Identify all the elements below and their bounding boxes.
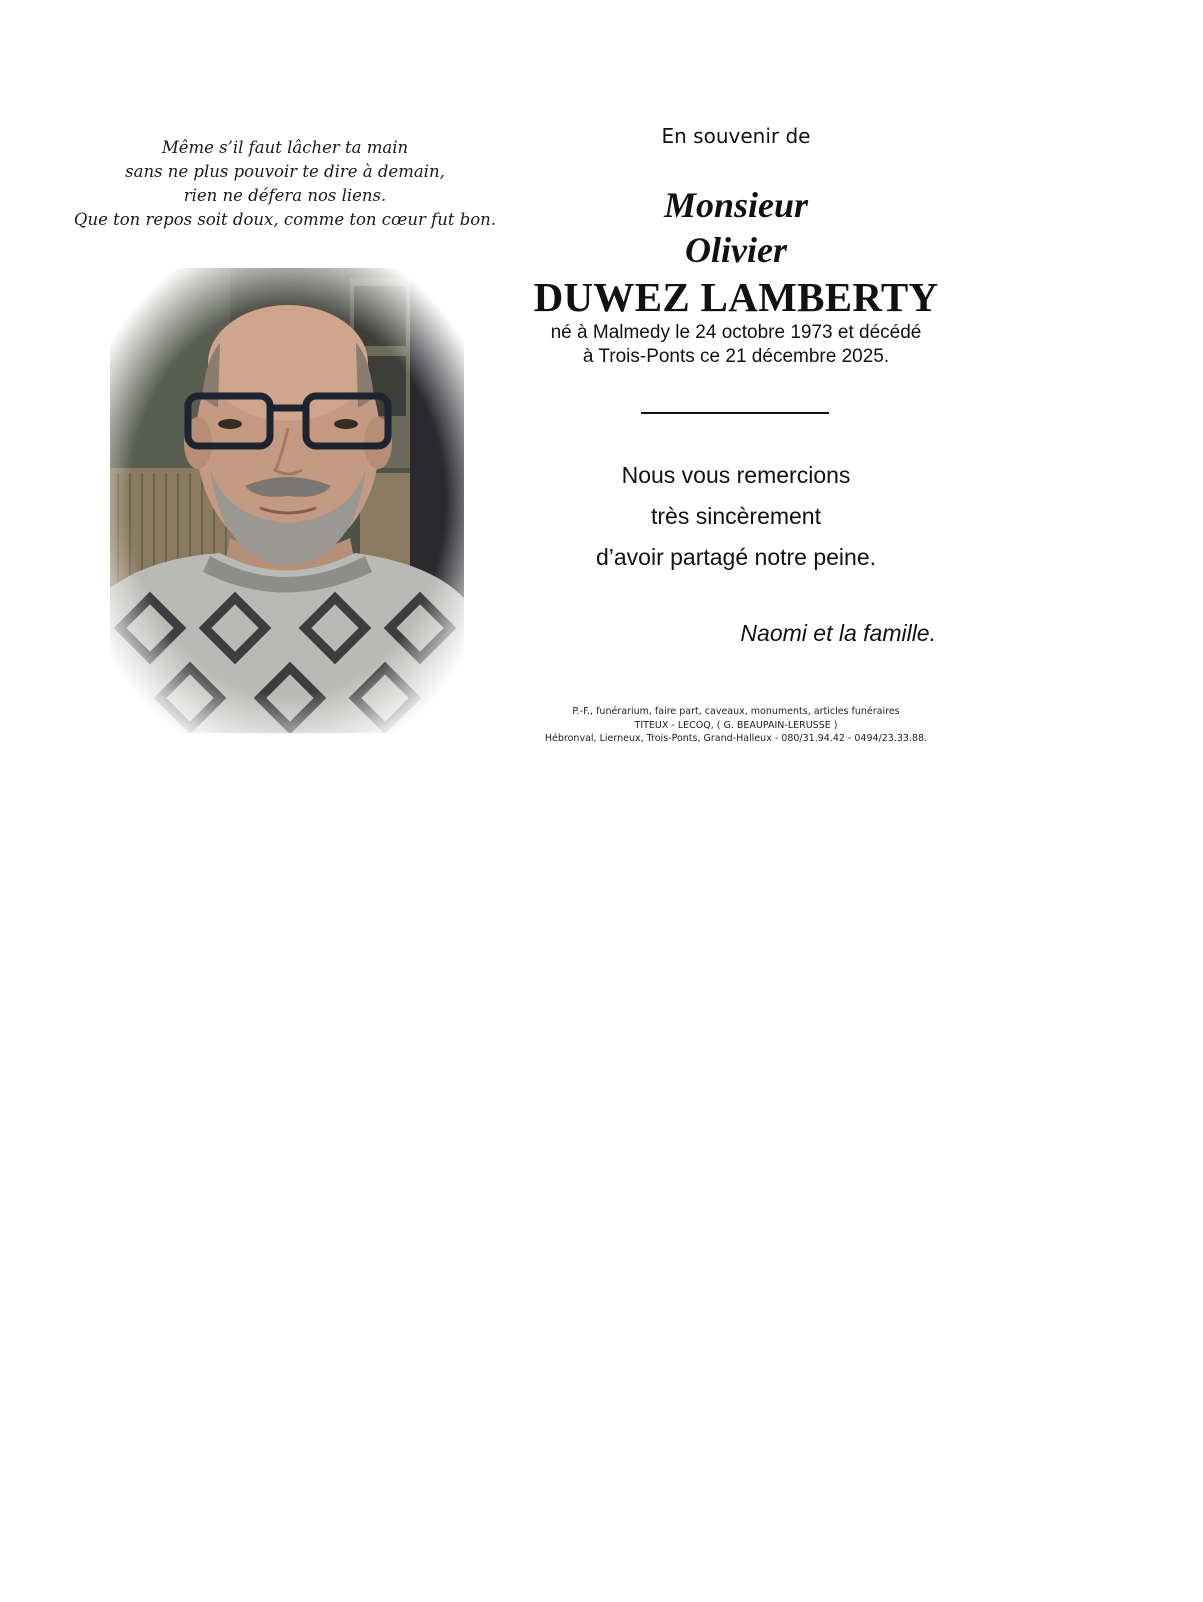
thanks-line: d’avoir partagé notre peine. bbox=[595, 544, 877, 570]
thanks-line: Nous vous remercions bbox=[621, 462, 851, 488]
portrait-photo bbox=[110, 268, 464, 733]
life-dates-line: né à Malmedy le 24 octobre 1973 et décédé bbox=[550, 322, 922, 343]
thanks-line: très sincèrement bbox=[650, 503, 821, 529]
thanks-message bbox=[520, 455, 952, 578]
first-name: Olivier bbox=[685, 230, 787, 270]
poem bbox=[70, 136, 500, 232]
portrait-illustration bbox=[110, 268, 464, 733]
life-dates-line: à Trois-Ponts ce 21 décembre 2025. bbox=[582, 346, 890, 367]
poem-line: rien ne défera nos liens. bbox=[183, 186, 387, 205]
poem-line: sans ne plus pouvoir te dire à demain, bbox=[125, 162, 445, 181]
signature: Naomi et la famille. bbox=[740, 620, 936, 646]
poem-line: Même s’il faut lâcher ta main bbox=[161, 138, 409, 157]
footer-line: TITEUX - LECOQ, ( G. BEAUPAIN-LERUSSE ) bbox=[634, 719, 838, 731]
divider bbox=[641, 412, 829, 414]
footer-line: Hébronval, Lierneux, Trois-Ponts, Grand-Halleux - 080/31.94.42 - 0494/23.33.88. bbox=[544, 733, 928, 744]
poem-line: Que ton repos soit doux, comme ton cœur fut bon. bbox=[73, 210, 497, 229]
footer-line: P.-F., funérarium, faire part, caveaux, monuments, articles funéraires bbox=[572, 706, 900, 717]
intro-text: En souvenir de bbox=[661, 124, 811, 148]
funeral-home-footer bbox=[520, 705, 952, 746]
honorific: Monsieur bbox=[663, 185, 809, 225]
life-dates bbox=[520, 321, 952, 369]
last-name: DUWEZ LAMBERTY bbox=[533, 274, 939, 320]
